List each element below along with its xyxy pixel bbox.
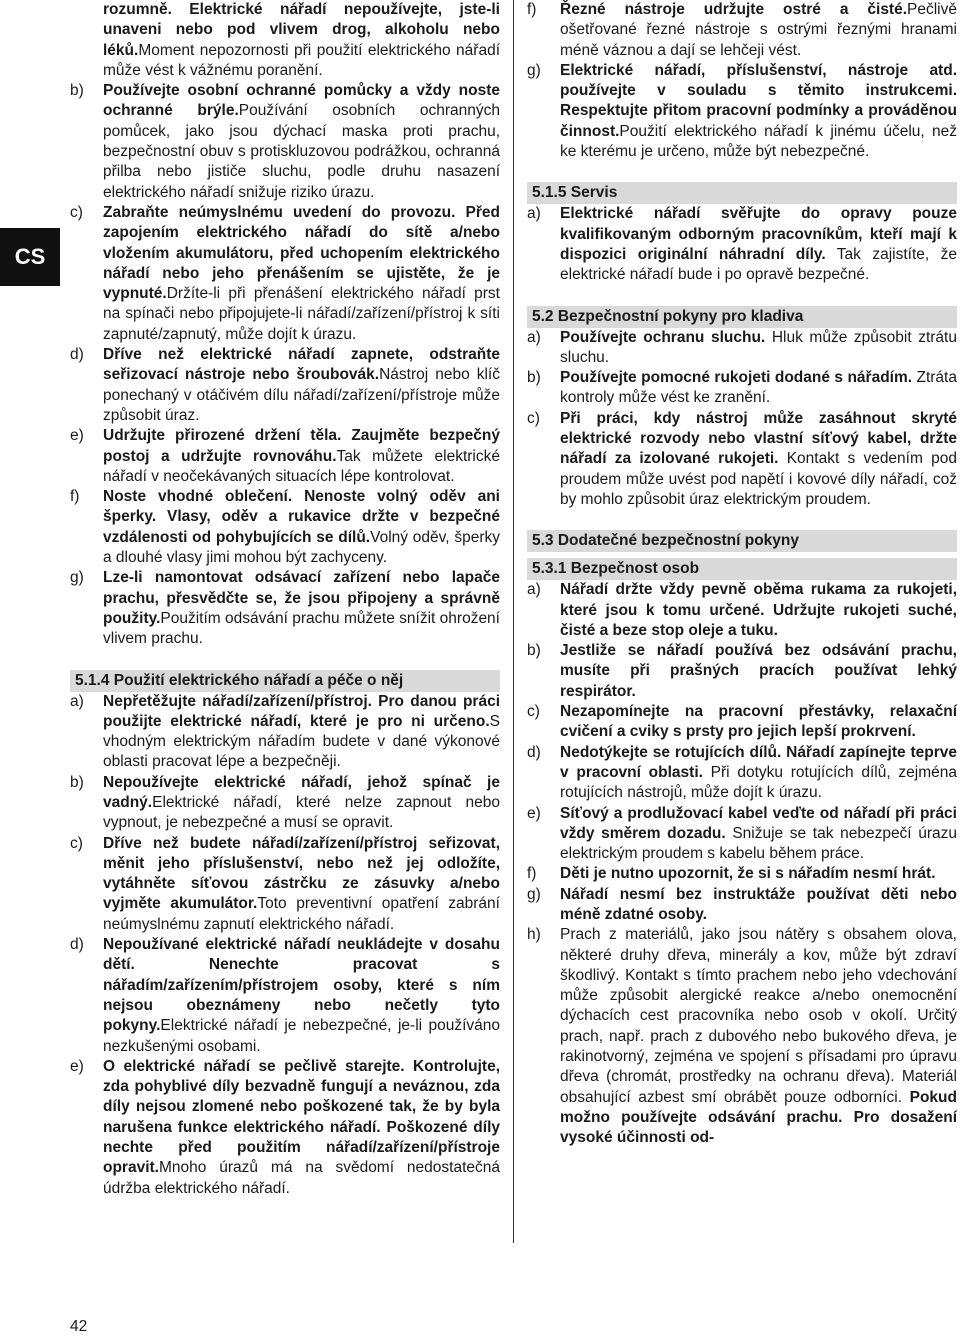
right-column	[527, 0, 957, 1149]
section-heading: 5.3 Dodatečné bezpečnostní pokyny	[527, 530, 957, 552]
list-item: c) Dříve než budete nářadí/zařízení/přístroj seřizovat, měnit jeho příslušenství, nebo než jej odložíte, vytáhněte síťovou zástrčku ze zásuvky a/nebo vyjměte akumulátor.Toto preventivní opatření zabrání neúmyslnému zapnutí elektrického nářadí.	[70, 834, 500, 933]
list-item: g) Nářadí nesmí bez instruktáže používat děti nebo méně zdatné osoby.	[527, 885, 957, 923]
list-item: b) Nepoužívejte elektrické nářadí, jehož spínač je vadný.Elektrické nářadí, které nelze zapnout nebo vypnout, je nebezpečné a musí se opravit.	[70, 773, 500, 832]
section-heading: 5.2 Bezpečnostní pokyny pro kladiva	[527, 306, 957, 328]
list-item: g) Elektrické nářadí, příslušenství, nástroje atd. používejte v souladu s těmito instrukcemi. Respektujte přitom pracovní podmínky a prováděnou činnost.Použití elektrického nářadí k jinému účelu, než ke kterému je určeno, může být nebezpečné.	[527, 61, 957, 161]
paragraph-continued: rozumně. Elektrické nářadí nepoužívejte, jste-li unaveni nebo pod vlivem drog, alkoholu nebo léků.Moment nepozornosti při použití elektrického nářadí může vést k vážnému poranění.	[103, 1, 500, 79]
list-item: e) Udržujte přirozené držení těla. Zaujměte bezpečný postoj a udržujte rovnováhu.Tak můžete elektrické nářadí v neočekávaných situacích lépe kontrolovat.	[70, 427, 500, 485]
subsection-heading: 5.3.1 Bezpečnost osob	[527, 558, 957, 580]
list-item: c) Při práci, kdy nástroj může zasáhnout skryté elektrické rozvody nebo vlastní síťový kabel, držte nářadí za izolované rukojeti. Kontakt s vedením pod proudem může uvést pod napětí i kovové díly nářadí, což by mohlo způsobit úraz elektrickým proudem.	[527, 409, 957, 508]
list-item: f) Řezné nástroje udržujte ostré a čisté.Pečlivě ošetřované řezné nástroje s ostrými řeznými hranami méně váznou a dají se lehčeji vést.	[527, 1, 957, 59]
list-item: c) Nezapomínejte na pracovní přestávky, relaxační cvičení a cviky s prsty pro jejich lepší prokrvení.	[527, 703, 957, 741]
list-item: e) O elektrické nářadí se pečlivě starejte. Kontrolujte, zda pohyblivé díly bezvadně fungují a neváznou, zda díly nejsou zlomené nebo poškozené tak, že by byla narušena funkce elektrického nářadí. Poškozené díly nechte před použitím nářadí/zařízení/přístroje opravit.Mnoho úrazů má na svědomí nedostatečná údržba elektrického nářadí.	[70, 1057, 500, 1197]
list-item: b) Používejte osobní ochranné pomůcky a vždy noste ochranné brýle.Používání osobních ochranných pomůcek, jako jsou dýchací maska proti prachu, bezpečnostní obuv s protiskluzovou podrážkou, ochranná přilba nebo jističe sluchu, podle druhu nasazení elektrického nářadí snižuje riziko úrazu.	[70, 82, 500, 201]
list-item: b) Jestliže se nářadí používá bez odsávání prachu, musíte při prašných pracích používat lehký respirátor.	[527, 642, 957, 700]
list-item: d) Dříve než elektrické nářadí zapnete, odstraňte seřizovací nástroje nebo šroubovák.Nástroj nebo klíč ponechaný v otáčivém dílu nářadí/zařízení/přístroje může způsobit úraz.	[70, 346, 500, 424]
list-item: f) Děti je nutno upozornit, že si s nářadím nesmí hrát.	[527, 865, 936, 883]
list-item: b) Používejte pomocné rukojeti dodané s nářadím. Ztráta kontroly může vést ke zranění.	[527, 369, 957, 407]
left-column	[70, 0, 500, 1199]
section-heading: 5.1.5 Servis	[527, 182, 957, 204]
list-item: g) Lze-li namontovat odsávací zařízení nebo lapače prachu, přesvědčte se, že jsou připojeny a správně použity.Použitím odsávání prachu můžete snížit ohrožení vlivem prachu.	[70, 569, 500, 648]
section-heading: 5.1.4 Použití elektrického nářadí a péče o něj	[70, 670, 500, 692]
list-item: a) Nepřetěžujte nářadí/zařízení/přístroj. Pro danou práci použijte elektrické nářadí, které je pro ni určeno.S vhodným elektrickým nářadím budete v dané výkonové oblasti pracovat lépe a bezpečněji.	[70, 692, 500, 771]
list-item: c) Zabraňte neúmyslnému uvedení do provozu. Před zapojením elektrického nářadí do sítě a/nebo vložením akumulátoru, před uchopením elektrického nářadí nebo jeho přenášením se ujistěte, že je vypnuté.Držíte-li při přenášení elektrického nářadí prst na spínači nebo připojujete-li nářadí/zařízení/přístroj k síti zapnuté/zapnutý, může dojít k úrazu.	[70, 203, 500, 343]
list-item: h) Prach z materiálů, jako jsou nátěry s obsahem olova, některé druhy dřeva, minerály a kov, může být zdraví škodlivý. Kontakt s tímto prachem nebo jeho vdechování může způsobit alergické reakce a/nebo onemocnění dýchacích cest pracovníka nebo osob v okolí. Určitý prach, např. prach z dubového nebo bukového dřeva, je rakinotvorný, zejména ve spojení s přísadami pro úpravu dřeva (chromát, prostředky na ochranu dřeva). Materiál obsahující azbest smí obrábět pouze odborníci. Pokud možno používejte odsávání prachu. Pro dosažení vysoké účinnosti od-	[527, 926, 957, 1147]
list-item: f) Noste vhodné oblečení. Nenoste volný oděv ani šperky. Vlasy, oděv a rukavice držte v bezpečné vzdálenosti od pohybujících se dílů.Volný oděv, šperky a dlouhé vlasy jimi mohou být zachyceny.	[70, 488, 501, 567]
list-item: d) Nepoužívané elektrické nářadí neukládejte v dosahu dětí. Nenechte pracovat s nářadím/zařízením/přístrojem osoby, které s ním nejsou obeznámeny nebo nečetly tyto pokyny.Elektrické nářadí je nebezpečné, je-li používáno nezkušenými osobami.	[70, 936, 500, 1055]
page-number: 42	[70, 1318, 88, 1335]
language-tab	[0, 228, 60, 286]
column-divider	[513, 0, 514, 1243]
list-item: e) Síťový a prodlužovací kabel veďte od nářadí při práci vždy směrem dozadu. Snižuje se tak nebezpečí úrazu elektrickým proudem s kabelu během práce.	[527, 804, 958, 863]
list-item: a) Používejte ochranu sluchu. Hluk může způsobit ztrátu sluchu.	[527, 328, 957, 366]
list-item: a) Nářadí držte vždy pevně oběma rukama za rukojeti, které jsou k tomu určené. Udržujte rukojeti suché, čisté a beze stop oleje a tuku.	[527, 581, 957, 639]
language-code: CS	[14, 244, 46, 269]
list-item: a) Elektrické nářadí svěřujte do opravy pouze kvalifikovaným odborným pracovníkům, kteří mají k dispozici originální náhradní díly. Tak zajistíte, že elektrické nářadí bude i po opravě bezpečné.	[527, 205, 957, 284]
list-item: d) Nedotýkejte se rotujících dílů. Nářadí zapínejte teprve v pracovní oblasti. Při dotyku rotujících dílů, zejména rotujících nástrojů, může dojít k úrazu.	[527, 743, 957, 802]
